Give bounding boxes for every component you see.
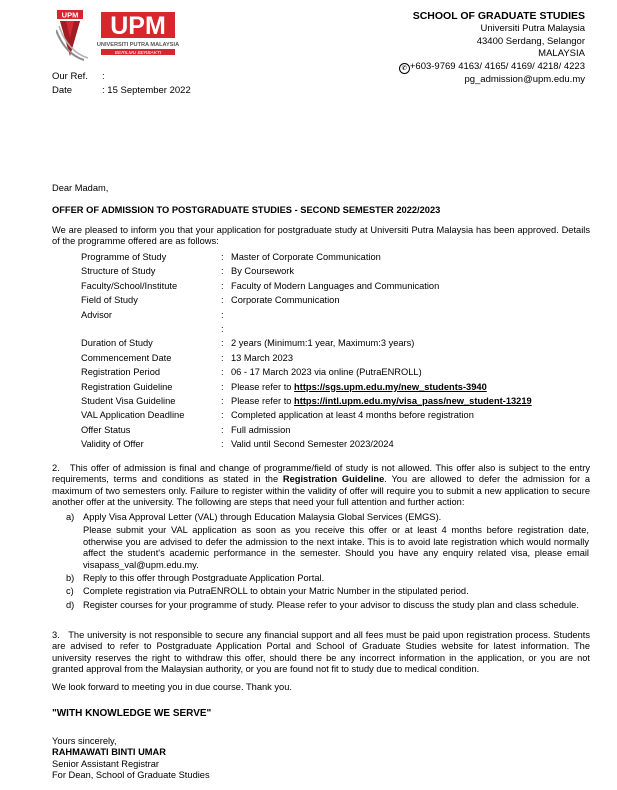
detail-colon: : [221, 381, 224, 392]
detail-colon: : [221, 410, 224, 421]
detail-colon: : [221, 439, 224, 450]
detail-value-text: By Coursework [231, 266, 295, 277]
step-text: Complete registration via PutraENROLL to obtain your Matric Number in the stipulated period. [83, 586, 469, 597]
date-value: 15 September 2022 [107, 85, 191, 96]
detail-label: Registration Period [81, 367, 161, 378]
detail-row [81, 336, 532, 350]
svg-text:BERILMU BERBAKTI: BERILMU BERBAKTI [114, 51, 162, 56]
programme-details-table [81, 250, 532, 452]
detail-colon: : [221, 309, 224, 320]
signoff: Yours sincerely, [52, 736, 117, 746]
step-text: Register courses for your programme of study. Please refer to your advisor to discuss the study plan and class schedule. [83, 599, 579, 610]
detail-value [231, 250, 532, 264]
detail-label: Advisor [81, 309, 113, 320]
svg-text:UPM: UPM [61, 10, 79, 20]
para2-number: 2. [52, 463, 60, 473]
step-text: Reply to this offer through Postgraduate Application Portal. [83, 573, 325, 584]
detail-row [81, 408, 532, 422]
step-marker: c) [66, 586, 74, 597]
detail-row [81, 250, 532, 264]
detail-label: Structure of Study [81, 266, 156, 277]
detail-label [81, 322, 221, 336]
detail-value-text: 2 years (Minimum:1 year, Maximum:3 years) [231, 338, 415, 349]
upm-logo [56, 8, 180, 70]
detail-value [231, 423, 532, 437]
letterhead-address [399, 10, 585, 86]
detail-value [231, 351, 532, 365]
step-item [66, 600, 589, 611]
detail-row [81, 437, 532, 451]
detail-value-text: Valid until Second Semester 2023/2024 [231, 439, 394, 450]
detail-value [231, 293, 532, 307]
subject-line: OFFER OF ADMISSION TO POSTGRADUATE STUDIES - SECOND SEMESTER 2022/2023 [52, 205, 441, 215]
salutation: Dear Madam, [52, 183, 109, 193]
detail-colon: : [221, 280, 224, 291]
step-item [66, 512, 589, 571]
detail-value [231, 380, 532, 394]
detail-value-text: 13 March 2023 [231, 352, 294, 363]
detail-colon: : [221, 396, 224, 407]
detail-colon: : [221, 295, 224, 306]
detail-value [231, 279, 532, 293]
university-motto: "WITH KNOWLEDGE WE SERVE" [52, 708, 212, 719]
detail-row [81, 423, 532, 437]
detail-row [81, 380, 532, 394]
step-detail: Please submit your VAL application as soon as you receive this offer or at least 4 months before registration date, otherwise you are advised to defer the admission to the next intake. This is to avoid late registration which would normally affect the student's academic performance in the semester. Should you have any enquiry related visa, please email visapass_val@upm.edu.my. [83, 525, 589, 570]
intro-paragraph: We are pleased to inform you that your application for postgraduate study at Universiti Putra Malaysia has been approved. Details of the programme offered are as follows: [52, 225, 590, 247]
para2-bold: Registration Guideline [282, 474, 385, 485]
telephone-circle-icon: ✆ [399, 63, 410, 74]
detail-label: Registration Guideline [81, 381, 173, 392]
address-line-3: MALAYSIA [538, 48, 585, 59]
para3-number: 3. [52, 630, 60, 640]
ref-sep: : [102, 71, 105, 82]
detail-value [231, 336, 532, 350]
svg-text:UNIVERSITI PUTRA MALAYSIA: UNIVERSITI PUTRA MALAYSIA [96, 42, 180, 48]
para2-text-1: This offer of admission is final and change of programme/field of study is not allowed. This offer also is subject to the entry requirements, terms and conditions as stated in the [52, 463, 590, 485]
detail-value-text: Master of Corporate Communication [231, 252, 381, 262]
detail-colon: : [221, 367, 224, 378]
signatory-name: RAHMAWATI BINTI UMAR [52, 747, 166, 758]
detail-value [231, 437, 532, 451]
step-item [66, 573, 589, 584]
guideline-link[interactable]: https://sgs.upm.edu.my/new_students-3940 [294, 381, 487, 392]
detail-row [81, 264, 532, 278]
detail-label: Offer Status [81, 424, 131, 435]
detail-colon: : [221, 424, 224, 435]
detail-value-text: Corporate Communication [231, 295, 340, 306]
signature-block [52, 736, 210, 781]
detail-colon: : [221, 352, 224, 363]
para2-text-2: . You are allowed to defer the admission for a maximum of two semesters only. Failure to register within the validity of offer will require you to submit a new application to secure another offer at the university. The following are steps that need your full attention and further action: [52, 474, 590, 507]
detail-label: Faculty/School/Institute [81, 280, 178, 291]
detail-value-text: Full admission [231, 424, 291, 435]
step-item [66, 586, 589, 597]
closing-line: We look forward to meeting you in due course. Thank you. [52, 682, 292, 692]
detail-row [81, 365, 532, 379]
step-marker: a) [66, 512, 75, 522]
paragraph-3 [52, 630, 590, 675]
phone-line [399, 61, 585, 74]
detail-row [81, 394, 532, 408]
date-sep: : [102, 85, 105, 96]
address-line-1: Universiti Putra Malaysia [480, 23, 585, 34]
phone-numbers: +603-9769 4163/ 4165/ 4169/ 4218/ 4223 [409, 60, 585, 72]
detail-value-text: Completed application at least 4 months before registration [231, 410, 474, 421]
signatory-title: Senior Assistant Registrar [52, 758, 159, 769]
detail-label: Student Visa Guideline [81, 396, 176, 407]
detail-label: Duration of Study [81, 338, 153, 349]
detail-row [81, 322, 532, 336]
detail-colon: : [221, 252, 224, 262]
school-name: SCHOOL OF GRADUATE STUDIES [412, 10, 585, 22]
detail-value-text: Please refer to [231, 396, 295, 407]
guideline-link[interactable]: https://intl.upm.edu.my/visa_pass/new_student-13219 [294, 396, 532, 407]
address-line-2: 43400 Serdang, Selangor [476, 35, 585, 47]
detail-label: VAL Application Deadline [81, 410, 185, 421]
detail-label: Field of Study [81, 295, 138, 306]
email-address: pg_admission@upm.edu.my [464, 73, 585, 85]
detail-colon: : [221, 338, 224, 349]
detail-row [81, 279, 532, 293]
paragraph-2 [52, 463, 590, 508]
detail-row [81, 351, 532, 365]
detail-value [231, 264, 532, 278]
detail-value-text: 06 - 17 March 2023 via online (PutraENROLL) [231, 367, 422, 378]
step-marker: b) [66, 573, 75, 584]
detail-label: Programme of Study [81, 252, 167, 262]
detail-row [81, 308, 532, 322]
date-label: Date [52, 85, 73, 96]
reference-block [52, 70, 191, 98]
detail-colon: : [221, 324, 224, 335]
para3-text: The university is not responsible to secure any financial support and all fees must be paid upon registration process. Students are advised to refer to Postgraduate Application Portal and School of Graduate Studies website for latest information. The university reserves the right to withdraw this offer, should there be any incorrect information in the application, or you are not granted approval from the Malaysian authority, or you are found not fit to study due to medical condition. [52, 630, 590, 674]
detail-value [231, 322, 532, 336]
signatory-for: For Dean, School of Graduate Studies [52, 769, 210, 780]
upm-crest-icon [56, 8, 180, 70]
detail-label: Validity of Offer [81, 439, 144, 450]
step-text: Apply Visa Approval Letter (VAL) through Education Malaysia Global Services (EMGS). [83, 512, 442, 522]
detail-row [81, 293, 532, 307]
detail-value-text: Faculty of Modern Languages and Communication [231, 280, 440, 291]
detail-value-text: Please refer to [231, 381, 295, 392]
detail-value [231, 408, 532, 422]
detail-label: Commencement Date [81, 352, 172, 363]
detail-colon: : [221, 266, 224, 277]
detail-value [231, 308, 532, 322]
detail-value [231, 394, 532, 408]
step-marker: d) [66, 599, 75, 610]
ref-label: Our Ref. [52, 71, 88, 82]
svg-text:UPM: UPM [110, 12, 166, 40]
detail-value [231, 365, 532, 379]
steps-list [66, 512, 589, 613]
